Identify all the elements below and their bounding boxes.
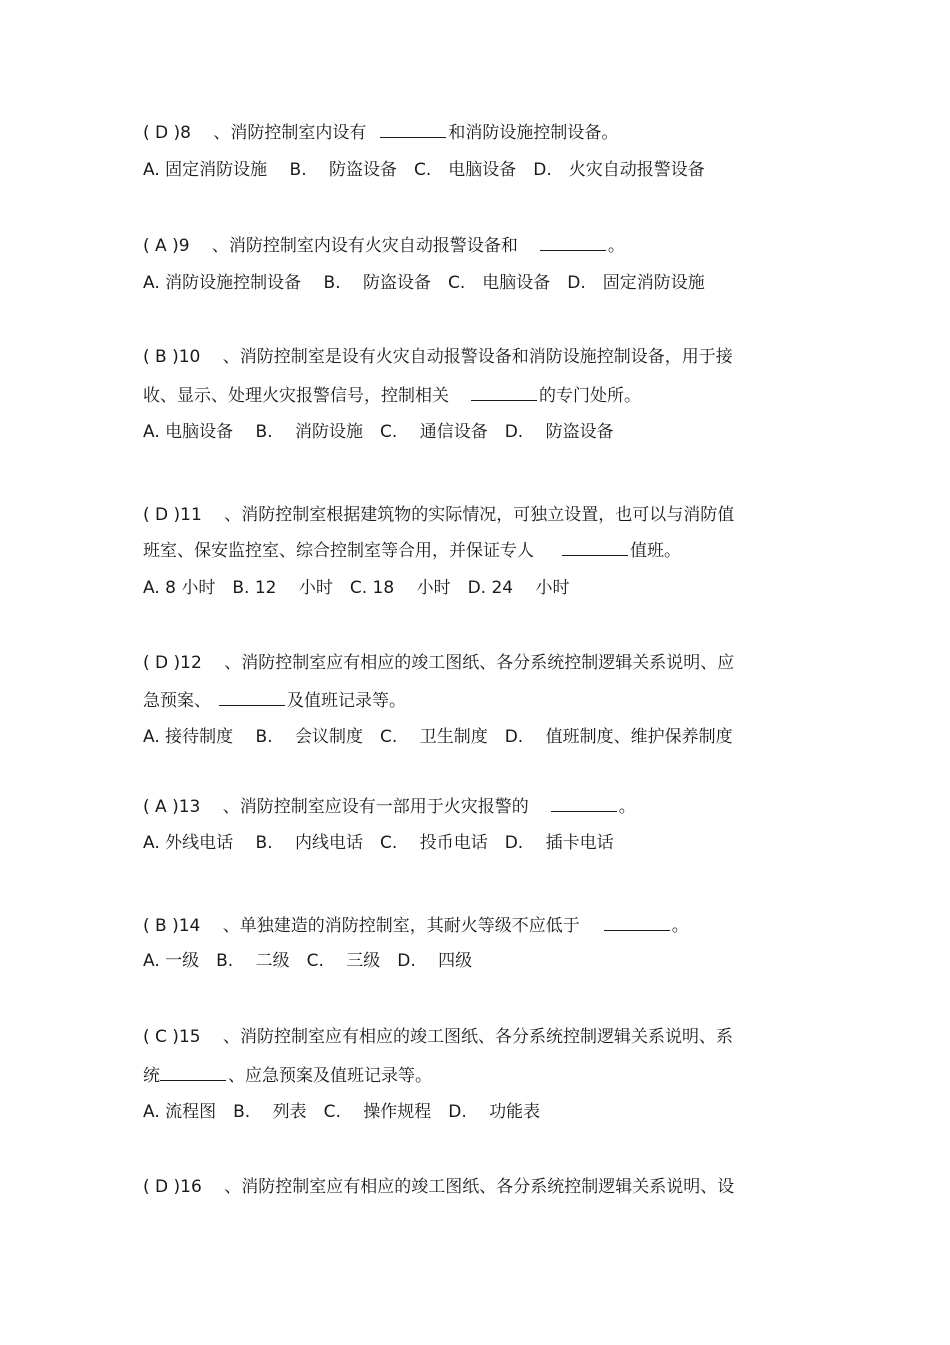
question-12-stem: ( D )12 、消防控制室应有相应的竣工图纸、各分系统控制逻辑关系说明、应 (143, 653, 735, 673)
answer-blank (160, 1064, 226, 1081)
answer-blank (562, 539, 628, 556)
question-11-stem: ( D )11 、消防控制室根据建筑物的实际情况，可独立设置，也可以与消防值 (143, 505, 735, 525)
answer-blank (604, 914, 670, 931)
question-15-stem: ( C )15 、消防控制室应有相应的竣工图纸、各分系统控制逻辑关系说明、系 (143, 1027, 733, 1047)
question-14-stem: ( B )14 、单独建造的消防控制室，其耐火等级不应低于 。 (143, 916, 689, 936)
question-11-stem-cont: 班室、保安监控室、综合控制室等合用，并保证专人 值班。 (143, 541, 681, 561)
question-9-options: A. 消防设施控制设备 B. 防盗设备 C. 电脑设备 D. 固定消防设施 (143, 273, 705, 293)
answer-blank (540, 234, 606, 251)
answer-blank (551, 795, 617, 812)
question-10-stem: ( B )10 、消防控制室是设有火灾自动报警设备和消防设施控制设备，用于接 (143, 347, 733, 367)
answer-blank (471, 384, 537, 401)
question-10-stem-cont: 收、显示、处理火灾报警信号，控制相关 的专门处所。 (143, 386, 641, 406)
question-14-options: A. 一级 B. 二级 C. 三级 D. 四级 (143, 951, 473, 971)
question-12-options: A. 接待制度 B. 会议制度 C. 卫生制度 D. 值班制度、维护保养制度 (143, 727, 733, 747)
question-9-stem: ( A )9 、消防控制室内设有火灾自动报警设备和 。 (143, 236, 625, 256)
question-8-stem: ( D )8 、消防控制室内设有 和消防设施控制设备。 (143, 123, 619, 143)
answer-blank (380, 121, 446, 138)
question-15-options: A. 流程图 B. 列表 C. 操作规程 D. 功能表 (143, 1102, 541, 1122)
question-16-stem: ( D )16 、消防控制室应有相应的竣工图纸、各分系统控制逻辑关系说明、设 (143, 1177, 735, 1197)
question-8-options: A. 固定消防设施 B. 防盗设备 C. 电脑设备 D. 火灾自动报警设备 (143, 160, 705, 180)
question-13-stem: ( A )13 、消防控制室应设有一部用于火灾报警的 。 (143, 797, 636, 817)
question-10-options: A. 电脑设备 B. 消防设施 C. 通信设备 D. 防盗设备 (143, 422, 614, 442)
question-13-options: A. 外线电话 B. 内线电话 C. 投币电话 D. 插卡电话 (143, 833, 614, 853)
answer-blank (219, 689, 285, 706)
question-11-options: A. 8 小时 B. 12 小时 C. 18 小时 D. 24 小时 (143, 578, 570, 598)
question-12-stem-cont: 急预案、 及值班记录等。 (143, 691, 406, 711)
question-15-stem-cont: 统 、应急预案及值班记录等。 (143, 1066, 432, 1086)
